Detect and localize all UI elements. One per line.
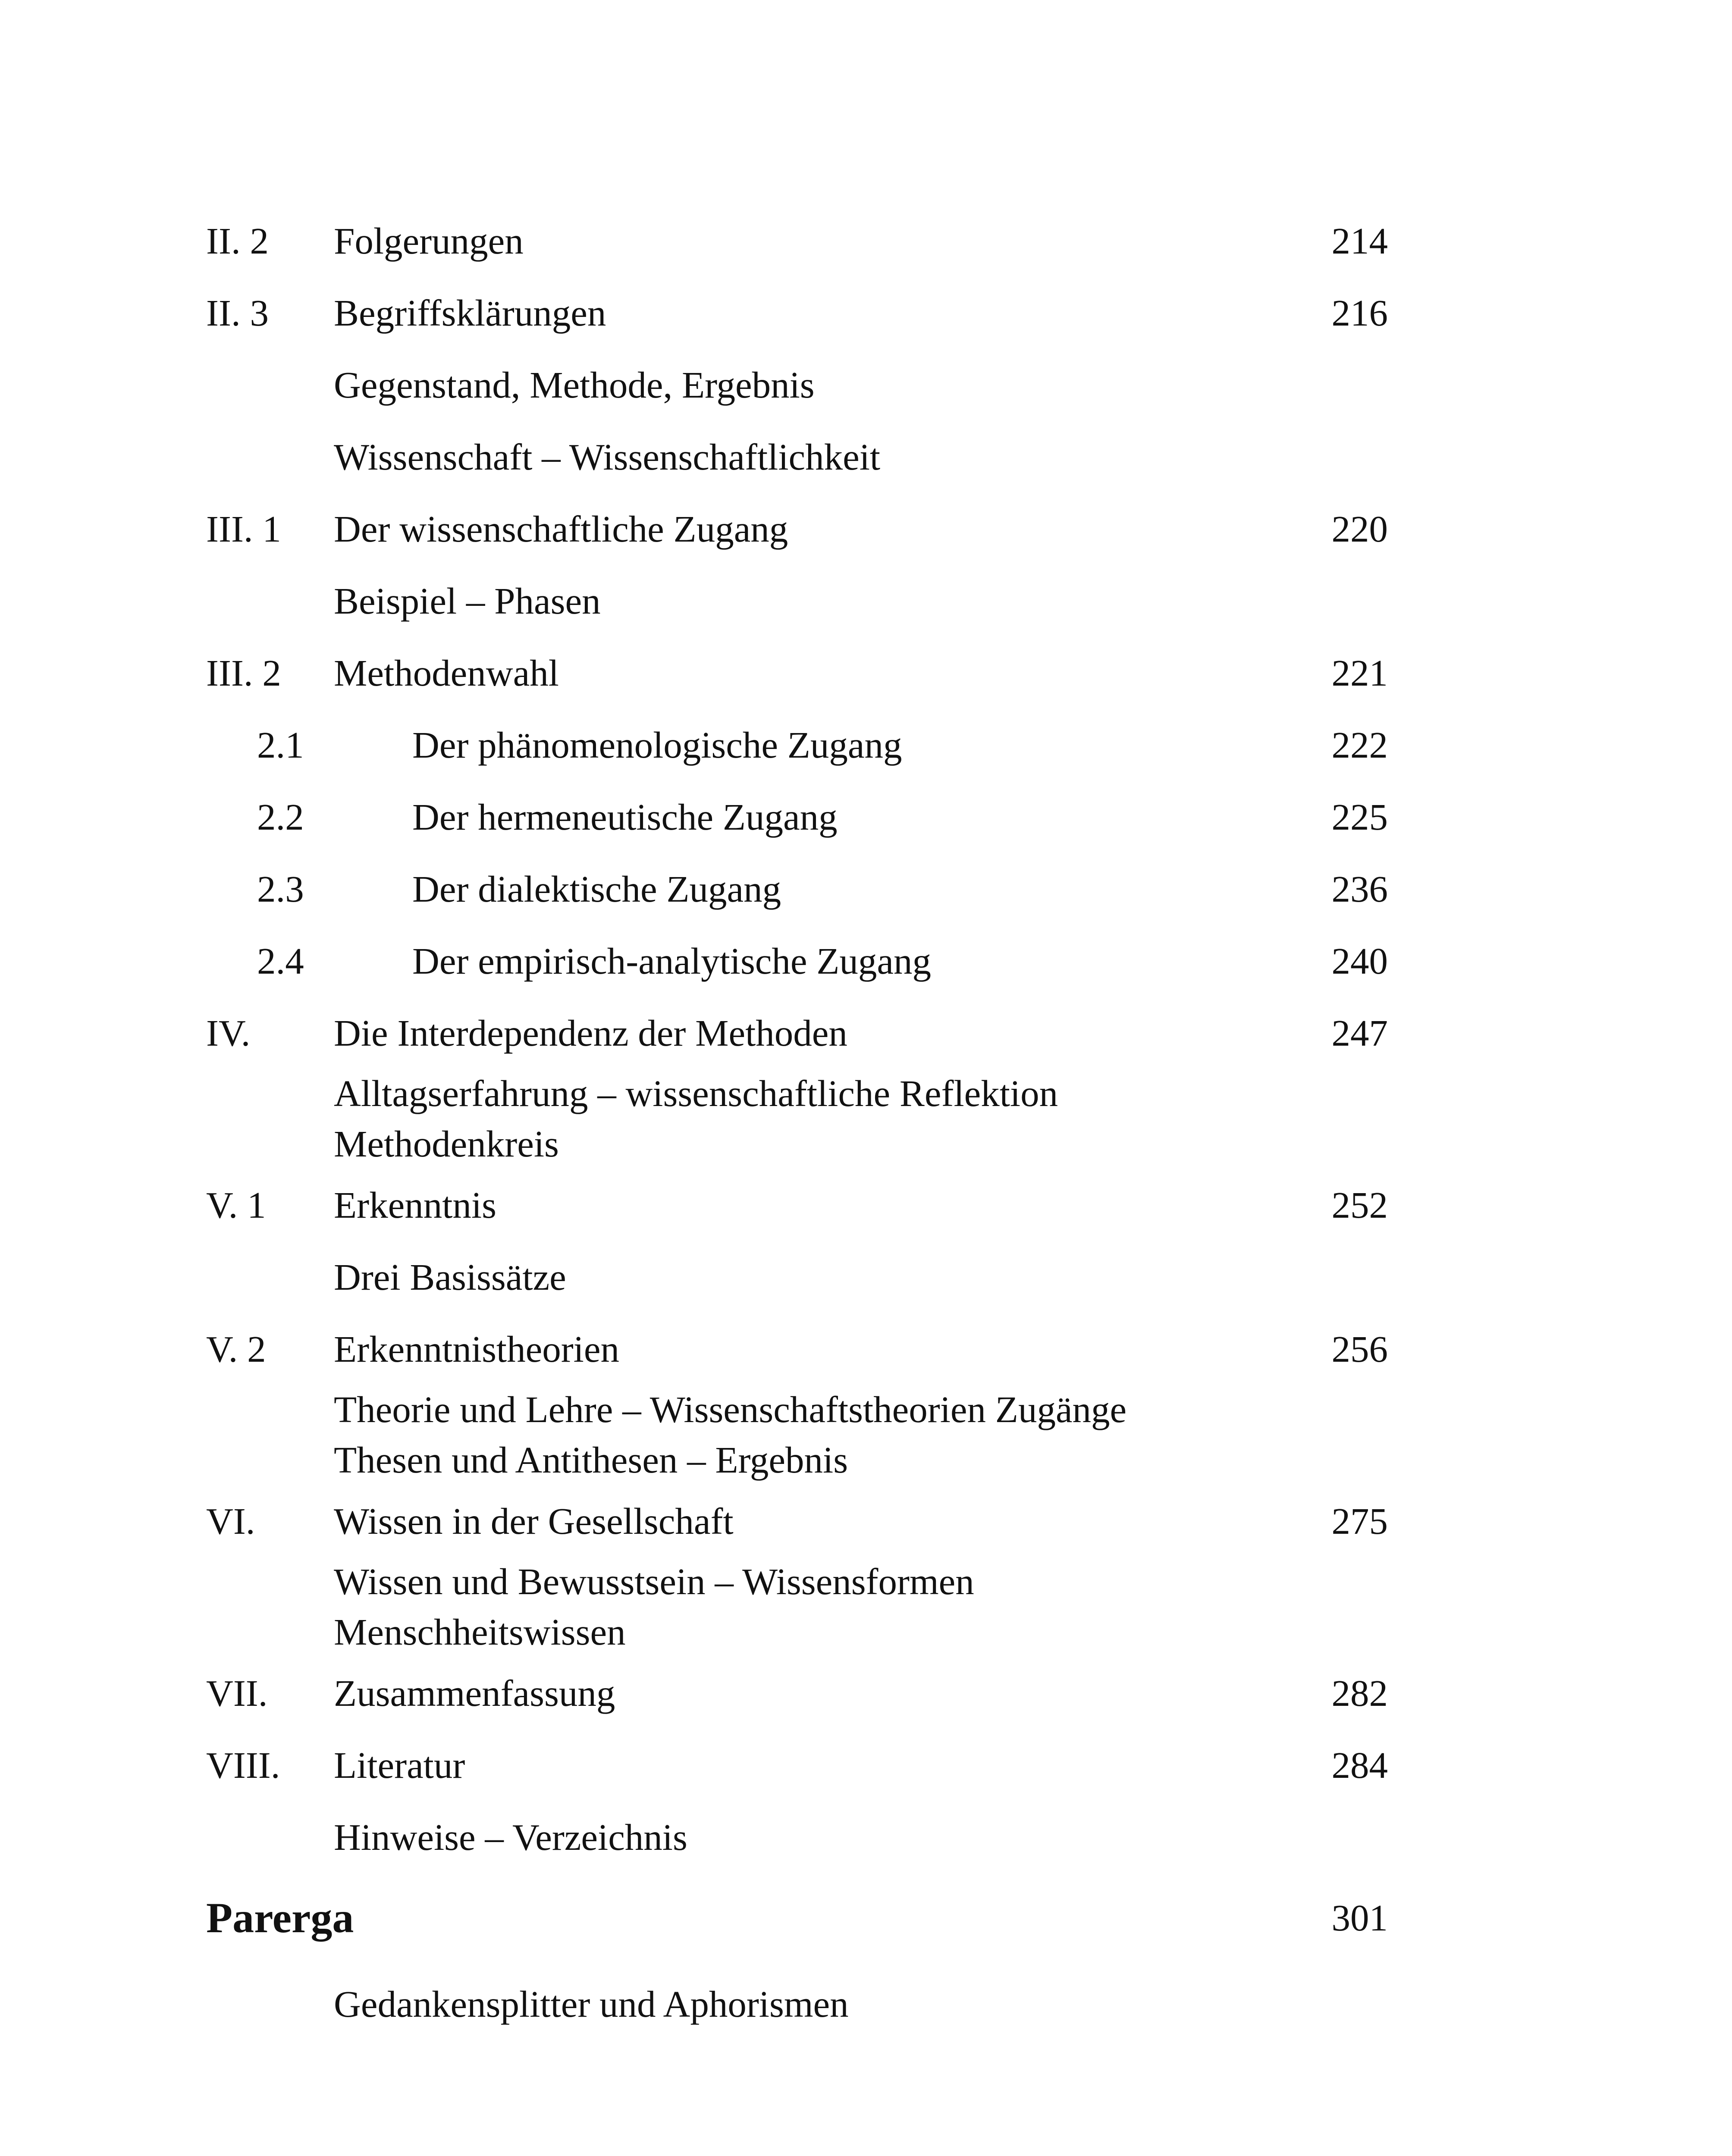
toc-note-block (206, 1068, 1388, 1169)
subsection-title: Der empirisch-analytische Zugang (412, 940, 932, 982)
page-number: 236 (1331, 868, 1388, 910)
toc-note (206, 1252, 1388, 1324)
table-of-contents (206, 216, 1388, 2051)
page-number: 284 (1331, 1744, 1388, 1786)
subsection-title: Der dialektische Zugang (412, 868, 781, 910)
toc-entry (206, 1324, 1388, 1384)
toc-note (206, 576, 1388, 648)
note-line: Menschheitswissen (334, 1611, 626, 1653)
section-title: Begriffsklärungen (334, 292, 606, 334)
page-number: 221 (1331, 652, 1388, 694)
page-number: 220 (1331, 508, 1388, 550)
toc-note (206, 432, 1388, 504)
page-number: 225 (1331, 796, 1388, 838)
subsection-title: Der hermeneutische Zugang (412, 796, 838, 838)
toc-note-block (206, 1556, 1388, 1657)
page-number: 252 (1331, 1184, 1388, 1226)
section-number: VII. (206, 1672, 268, 1714)
page-number: 247 (1331, 1012, 1388, 1054)
toc-entry (206, 648, 1388, 720)
toc-entry (206, 288, 1388, 360)
section-note: Wissenschaft – Wissenschaftlichkeit (334, 436, 881, 478)
section-number: II. 3 (206, 292, 269, 334)
section-number: V. 2 (206, 1328, 266, 1370)
page-number: 216 (1331, 292, 1388, 334)
section-number: VIII. (206, 1744, 280, 1786)
section-note (334, 1068, 1516, 1169)
section-note: Hinweise – Verzeichnis (334, 1816, 687, 1858)
section-title: Die Interdependenz der Methoden (334, 1012, 847, 1054)
section-number: VI. (206, 1500, 255, 1542)
toc-entry (206, 1180, 1388, 1252)
toc-subentry (206, 720, 1388, 792)
page-number: 282 (1331, 1672, 1388, 1714)
section-number: IV. (206, 1012, 251, 1054)
section-note: Gegenstand, Methode, Ergebnis (334, 364, 815, 406)
toc-entry (206, 1496, 1388, 1556)
part-title: Parerga (206, 1894, 354, 1942)
section-title: Erkenntnistheorien (334, 1328, 619, 1370)
toc-note-block (206, 1384, 1388, 1485)
toc-subentry (206, 936, 1388, 1008)
section-note (334, 1384, 1516, 1485)
section-title: Folgerungen (334, 220, 524, 262)
subsection-number: 2.1 (257, 724, 304, 766)
toc-entry (206, 216, 1388, 288)
toc-subentry (206, 864, 1388, 936)
section-title: Wissen in der Gesellschaft (334, 1500, 734, 1542)
section-note: Gedankensplitter und Aphorismen (334, 1983, 849, 2025)
note-line: Theorie und Lehre – Wissenschaftstheorien Zugänge (334, 1388, 1127, 1430)
section-title: Der wissenschaftliche Zugang (334, 508, 788, 550)
toc-subentry (206, 792, 1388, 864)
page-number: 301 (1331, 1897, 1388, 1939)
section-number: V. 1 (206, 1184, 266, 1226)
section-title: Zusammenfassung (334, 1672, 615, 1714)
subsection-number: 2.3 (257, 868, 304, 910)
page-number: 240 (1331, 940, 1388, 982)
subsection-title: Der phänomenologische Zugang (412, 724, 902, 766)
toc-part-heading (206, 1893, 1388, 1979)
section-note: Beispiel – Phasen (334, 580, 601, 622)
section-title: Methodenwahl (334, 652, 559, 694)
page-number: 256 (1331, 1328, 1388, 1370)
page-number: 275 (1331, 1500, 1388, 1542)
note-line: Methodenkreis (334, 1123, 559, 1165)
subsection-number: 2.2 (257, 796, 304, 838)
toc-entry (206, 1740, 1388, 1812)
section-title: Literatur (334, 1744, 465, 1786)
section-note (334, 1556, 1516, 1657)
toc-entry (206, 1668, 1388, 1740)
toc-entry (206, 1008, 1388, 1068)
note-line: Thesen und Antithesen – Ergebnis (334, 1439, 848, 1481)
page-number: 222 (1331, 724, 1388, 766)
section-title: Erkenntnis (334, 1184, 496, 1226)
section-note: Drei Basissätze (334, 1256, 566, 1298)
note-line: Wissen und Bewusstsein – Wissensformen (334, 1561, 974, 1602)
toc-entry (206, 504, 1388, 576)
note-line: Alltagserfahrung – wissenschaftliche Reflektion (334, 1072, 1058, 1114)
subsection-number: 2.4 (257, 940, 304, 982)
section-number: III. 1 (206, 508, 281, 550)
section-number: III. 2 (206, 652, 281, 694)
toc-note (206, 360, 1388, 432)
toc-note (206, 1812, 1388, 1884)
section-number: II. 2 (206, 220, 269, 262)
toc-note (206, 1979, 1388, 2051)
page-number: 214 (1331, 220, 1388, 262)
